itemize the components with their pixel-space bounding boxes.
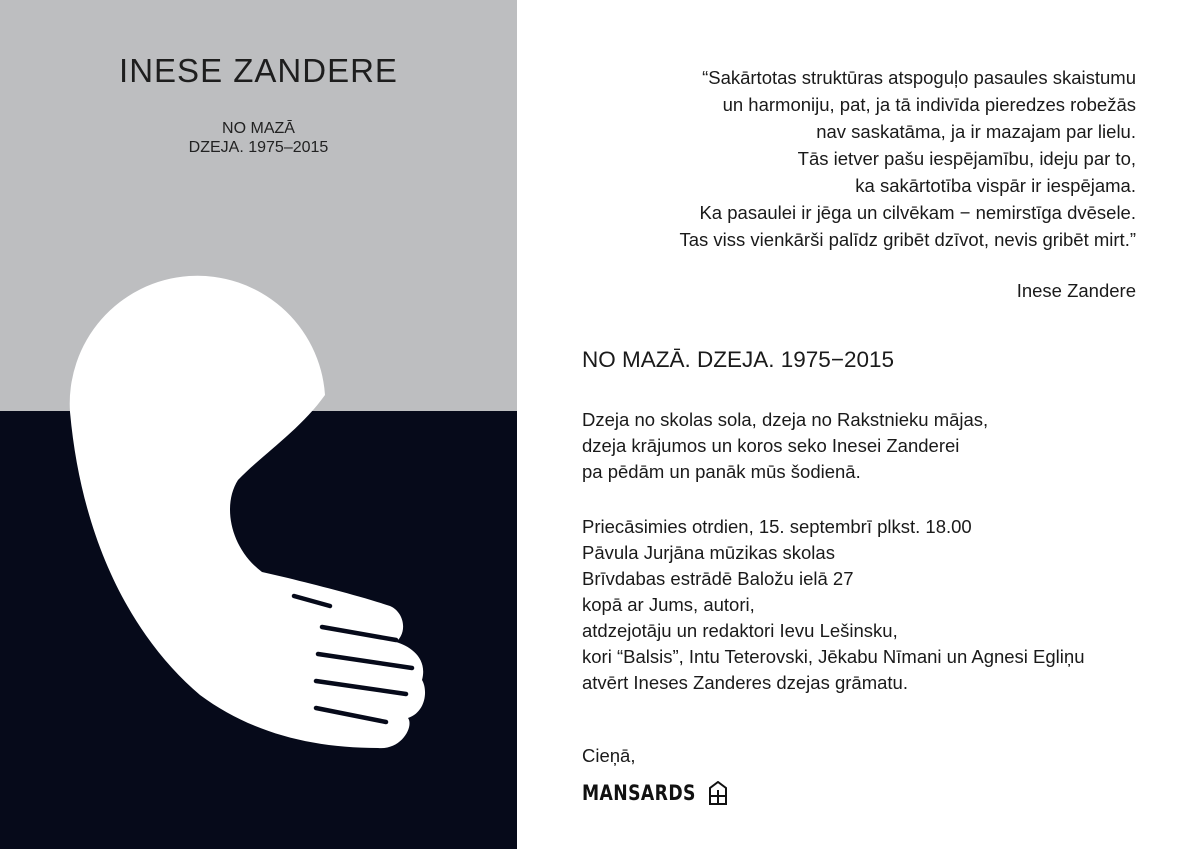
invitation-paragraph — [582, 514, 1084, 696]
arm-shape — [70, 276, 425, 748]
quote-line: Tas viss vienkārši palīdz gribēt dzīvot, nevis gribēt mirt.” — [679, 229, 1136, 250]
paragraph-line: Dzeja no skolas sola, dzeja no Rakstnieku mājas, — [582, 409, 989, 430]
publisher-logo — [582, 781, 727, 805]
cover-author: INESE ZANDERE — [119, 52, 398, 89]
quote-line: nav saskatāma, ja ir mazajam par lielu. — [816, 121, 1136, 142]
publisher-name: MANSARDS — [582, 781, 696, 805]
quote-line: Tās ietver pašu iespējamību, ideju par to, — [797, 148, 1136, 169]
cover-subtitle-line2: DZEJA. 1975–2015 — [188, 139, 329, 156]
book-cover — [0, 0, 517, 849]
paragraph-line: kori “Balsis”, Intu Teterovski, Jēkabu Nīmani un Agnesi Egliņu — [582, 646, 1085, 667]
quote-line: Ka pasaulei ir jēga un cilvēkam − nemirstīga dvēsele. — [699, 202, 1136, 223]
closing-greeting: Cieņā, — [582, 745, 636, 766]
quote-block — [680, 64, 1137, 253]
paragraph-line: Pāvula Jurjāna mūzikas skolas — [582, 542, 835, 563]
intro-paragraph — [582, 407, 988, 485]
book-title: NO MAZĀ. DZEJA. 1975−2015 — [582, 347, 895, 372]
cover-subtitle-line1: NO MAZĀ — [222, 120, 295, 137]
paragraph-line: pa pēdām un panāk mūs šodienā. — [582, 461, 861, 482]
paragraph-line: Brīvdabas estrādē Baložu ielā 27 — [582, 568, 854, 589]
quote-line: un harmoniju, pat, ja tā indivīda pieredzes robežās — [722, 94, 1136, 115]
paragraph-line: Priecāsimies otrdien, 15. septembrī plkst. 18.00 — [582, 516, 972, 537]
building-logo-icon — [709, 781, 727, 805]
paragraph-line: atvērt Ineses Zanderes dzejas grāmatu. — [582, 672, 908, 693]
quote-line: ka sakārtotība vispār ir iespējama. — [855, 175, 1136, 196]
paragraph-line: kopā ar Jums, autori, — [582, 594, 755, 615]
paragraph-line: dzeja krājumos un koros seko Inesei Zanderei — [582, 435, 960, 456]
quote-line: “Sakārtotas struktūras atspoguļo pasaules skaistumu — [702, 67, 1136, 88]
paragraph-line: atdzejotāju un redaktori Ievu Lešinsku, — [582, 620, 898, 641]
quote-attribution: Inese Zandere — [1016, 280, 1136, 301]
